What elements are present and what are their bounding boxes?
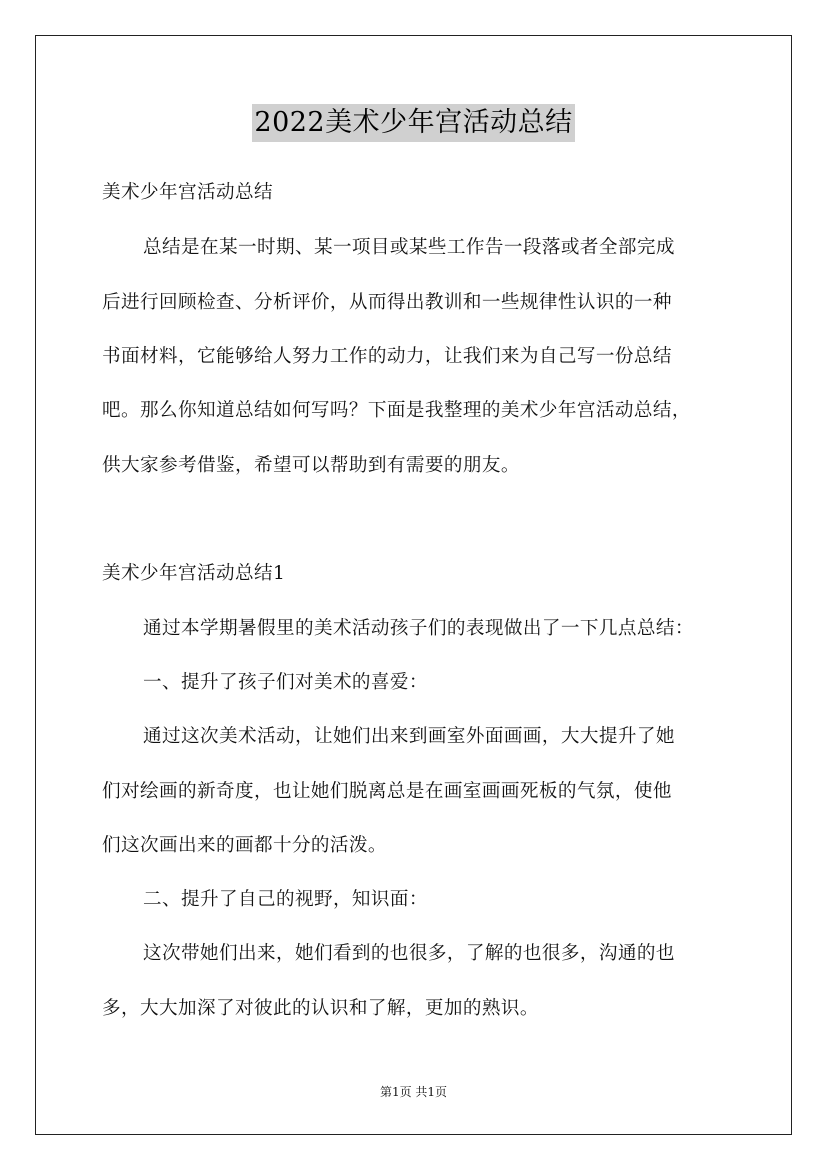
paragraph-line: 们对绘画的新奇度，也让她们脱离总是在画室画画死板的气氛，使他 <box>102 781 672 802</box>
paragraph-line: 供大家参考借鉴，希望可以帮助到有需要的朋友。 <box>102 455 520 476</box>
paragraph-line: 通过本学期暑假里的美术活动孩子们的表现做出了一下几点总结： <box>143 618 694 639</box>
subtitle: 美术少年宫活动总结 <box>102 182 273 203</box>
paragraph-line: 通过这次美术活动，让她们出来到画室外面画画，大大提升了她 <box>143 726 675 747</box>
paragraph-line: 后进行回顾检查、分析评价，从而得出教训和一些规律性认识的一种 <box>102 292 672 313</box>
paragraph-line: 这次带她们出来，她们看到的也很多，了解的也很多，沟通的也 <box>143 943 675 964</box>
title-wrap <box>0 104 827 142</box>
section-heading: 美术少年宫活动总结1 <box>102 563 286 584</box>
paragraph-line: 书面材料，它能够给人努力工作的动力，让我们来为自己写一份总结 <box>102 346 672 367</box>
paragraph-line: 总结是在某一时期、某一项目或某些工作告一段落或者全部完成 <box>143 237 675 258</box>
paragraph-line: 吧。那么你知道总结如何写吗？下面是我整理的美术少年宫活动总结， <box>102 400 691 421</box>
paragraph-line: 们这次画出来的画都十分的活泼。 <box>102 835 387 856</box>
page-footer: 第1页 共1页 <box>379 1085 448 1099</box>
document-title: 2022美术少年宫活动总结 <box>252 104 574 142</box>
paragraph-line: 多，大大加深了对彼此的认识和了解，更加的熟识。 <box>102 998 539 1019</box>
paragraph-line: 二、提升了自己的视野，知识面： <box>143 889 428 910</box>
paragraph-line: 一、提升了孩子们对美术的喜爱： <box>143 672 428 693</box>
